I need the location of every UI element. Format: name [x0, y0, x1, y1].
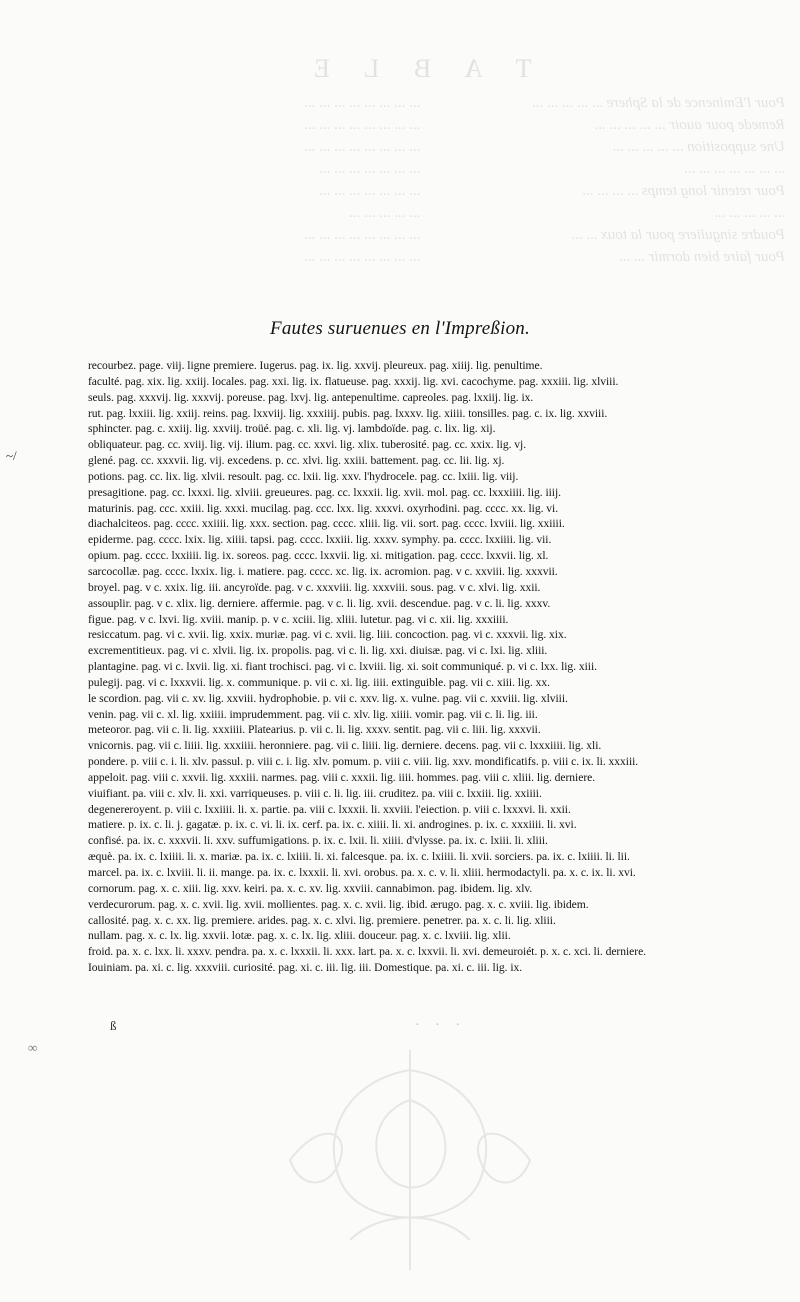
errata-line: meteoror. pag. vii c. li. lig. xxxiiii. Platearius. p. vii c. li. lig. xxxv. sentit. pag. vii c. liii. lig. xxxvii.	[88, 723, 541, 737]
errata-line: vnicornis. pag. vii c. liiii. lig. xxxiiii. heronniere. pag. vii c. liiii. lig. derniere. decens. pag. vii c. lxxxiiii. lig. xli.	[88, 739, 602, 753]
errata-line: æquè. pa. ix. c. lxiiii. li. x. mariæ. pa. ix. c. lxiiii. li. xi. falcesque. pa. ix. c. lxiiii. li. xvii. sorciers. pa. ix. c. lxiiii. li. lii.	[88, 850, 630, 864]
margin-mark: ∞	[28, 1040, 38, 1055]
errata-line: nullam. pag. x. c. lx. lig. xxvii. lotæ. pag. x. c. lx. lig. xliii. douceur. pag. x. c. lxviii. lig. xlii.	[88, 929, 511, 943]
bleed-through-heading: T A B L E	[300, 54, 532, 83]
errata-line: opium. pag. cccc. lxxiiii. lig. ix. soreos. pag. cccc. lxxvii. lig. xi. mitigation. pag. cccc. lxxvii. lig. xl.	[88, 549, 549, 563]
bleed-through-left: Pour l'Eminence de la Sphere ... ... ... ... ... Remede pour auoir ... ... ... ... ... Une supposition ... ... ... ... ... ... ... ... ... ... ... ... Pour retenir long temps ... ... ... ... ... ... ... ... ... Poudre singuliere pour la toux ... ... Pour faire bien dormir ... ...	[531, 95, 785, 265]
errata-line: assouplir. pag. v c. xlix. lig. derniere. affermie. pag. v c. li. lig. xvii. descendue. pag. v c. li. lig. xxxv.	[88, 596, 551, 610]
errata-line: pulegij. pag. vi c. lxxxvii. lig. x. communique. p. vii c. xi. lig. iiii. extinguible. pag. vii c. xiii. lig. xx.	[88, 675, 550, 689]
errata-line: resiccatum. pag. vi c. xvii. lig. xxix. muriæ. pag. vi c. xvii. lig. liii. concoction. pag. vi c. xxxvii. lig. xix.	[88, 628, 567, 642]
margin-mark: ~/	[6, 448, 17, 463]
bleed-through-signature: · · ·	[415, 1018, 466, 1033]
errata-line: excrementitieux. pag. vi c. xlvii. lig. ix. propolis. pag. vi c. li. lig. xxi. diuisæ. pag. vi c. lxi. lig. xliii.	[88, 644, 548, 658]
errata-line: rut. pag. lxxiii. lig. xxiij. reins. pag. lxxviij. lig. xxxiiij. pubis. pag. lxxxv. lig. xiiii. tonsilles. pag. c. ix. lig. xxviii.	[88, 406, 608, 420]
errata-line: appeloit. pag. viii c. xxvii. lig. xxxiii. narmes. pag. viii c. xxxii. lig. iiii. hommes. pag. viii c. xliii. lig. derniere.	[88, 770, 596, 784]
bleed-through-right: ... ... ... ... ... ... ... ... ... ... ... ... ... ... ... ... ... ... ... ... ... ... ... ... ... ... ... ... ... ... ... ... ... ... ... ... ... ... ... ... ... ... ... ... ... ... ... ... ... ... ... ... ... ... ... ... ... ... ...	[303, 95, 420, 265]
errata-line: obliquateur. pag. cc. xviij. lig. vij. ilium. pag. cc. xxvi. lig. xlix. tuberosité. pag. cc. xxix. lig. vj.	[88, 438, 527, 452]
errata-line: figue. pag. v c. lxvi. lig. xviii. manip. p. v c. xciii. lig. xliii. lutetur. pag. vi c. xii. lig. xxxiiii.	[88, 612, 509, 626]
errata-line: glené. pag. cc. xxxvii. lig. vij. excedens. p. cc. xlvi. lig. xxiii. battement. pag. cc. lii. lig. xj.	[88, 454, 505, 468]
errata-line: faculté. pag. xix. lig. xxiij. locales. pag. xxi. lig. ix. flatueuse. pag. xxxij. lig. xvi. cacochyme. pag. xxxiii. lig. xlviii.	[88, 374, 619, 388]
margin-mark: ß	[110, 1018, 117, 1033]
errata-line: confisé. pa. ix. c. xxxvii. li. xxv. suffumigations. p. ix. c. lxii. li. xiiii. d'vlysse. pa. ix. c. lxiii. li. xliii.	[88, 834, 548, 848]
errata-line: plantagine. pag. vi c. lxvii. lig. xi. fiant trochisci. pag. vi c. lxviii. lig. xi. soit communiqué. p. vi c. lxx. lig. xiii.	[88, 660, 597, 674]
errata-line: matiere. p. ix. c. li. j. gagatæ. p. ix. c. vi. li. ix. cerf. pa. ix. c. xiiii. li. xi. androgines. p. ix. c. xxxiiii. li. xvi.	[88, 818, 577, 832]
errata-line: sarcocollæ. pag. cccc. lxxix. lig. i. matiere. pag. cccc. xc. lig. ix. acromion. pag. v c. xxviii. lig. xxxvii.	[88, 564, 558, 578]
errata-line: le scordion. pag. vii c. xv. lig. xxviii. hydrophobie. p. vii c. xxv. lig. x. vulne. pag. vii c. xxviii. lig. xlviii.	[88, 691, 568, 705]
errata-line: marcel. pa. ix. c. lxviii. li. ii. mange. pa. ix. c. lxxxii. li. xvi. orobus. pa. x. c. v. li. xliii. hermodactyli. pa. x. c. ix. li. xvi.	[88, 866, 636, 879]
errata-line: epiderme. pag. cccc. lxix. lig. xiiii. tapsi. pag. cccc. lxxiii. lig. xxxv. symphy. pa. cccc. lxxiiii. lig. vii.	[88, 533, 552, 547]
errata-line: froid. pa. x. c. lxx. li. xxxv. pendra. pa. x. c. lxxxii. li. xxx. lart. pa. x. c. lxxvii. li. xvi. demeuroiét. p. x. c. xci. li. derniere.	[88, 945, 647, 959]
errata-line: callosité. pag. x. c. xx. lig. premiere. arides. pag. x. c. xlvi. lig. premiere. penetrer. pa. x. c. li. lig. xliii.	[88, 913, 556, 927]
errata-line: verdecurorum. pag. x. c. xvii. lig. xvii. mollientes. pag. x. c. xvii. lig. ibid. ærugo. pag. x. c. xviii. lig. ibidem.	[88, 897, 589, 911]
errata-line: seuls. pag. xxxvij. lig. xxxvij. poreuse. pag. lxvj. lig. antepenultime. capreoles. pag. lxxiij. lig. ix.	[88, 390, 534, 404]
errata-line: venin. pag. vii c. xl. lig. xxiiii. imprudemment. pag. vii c. xlv. lig. xiiii. vomir. pag. vii c. li. lig. iii.	[88, 707, 538, 721]
errata-line: presagitione. pag. cc. lxxxi. lig. xlviii. greueures. pag. cc. lxxxii. lig. xvii. mol. pag. cc. lxxxiiii. lig. iiij.	[88, 485, 561, 499]
errata-line: broyel. pag. v c. xxix. lig. iii. ancyroïde. pag. v c. xxxviii. lig. xxxviii. sous. pag. v c. xlvi. lig. xxii.	[88, 580, 541, 594]
errata-list	[88, 358, 793, 976]
errata-line: recourbez. page. viij. ligne premiere. Iugerus. pag. ix. lig. xxvij. pleureux. pag. xiiij. lig. penultime.	[88, 359, 543, 372]
errata-line: sphincter. pag. c. xxiij. lig. xxviij. troüé. pag. c. xli. lig. vj. lambdoïde. pag. c. lix. lig. xij.	[88, 422, 496, 436]
errata-line: degenereroyent. p. viii c. lxxiiii. li. x. partie. pa. viii c. lxxxii. li. xxviii. l'eiection. p. viii c. lxxxvi. li. xxii.	[88, 802, 571, 816]
errata-line: diachalciteos. pag. cccc. xxiiii. lig. xxx. section. pag. cccc. xliii. lig. vii. sort. pag. cccc. lxviii. lig. xxiiii.	[88, 517, 565, 531]
errata-line: pondere. p. viii c. i. li. xlv. passul. p. viii c. i. lig. xlv. pomum. p. viii c. viii. lig. xxv. mondificatifs. p. viii c. ix. li. xxxiii.	[88, 755, 639, 769]
errata-line: potions. pag. cc. lix. lig. xlvii. resoult. pag. cc. lxii. lig. xxv. l'hydrocele. pag. cc. lxiii. lig. viij.	[88, 469, 519, 483]
errata-line: Iouiniam. pa. xi. c. lig. xxxviii. curiosité. pag. xi. c. iii. lig. iii. Domestique. pa. xi. c. iii. lig. ix.	[88, 961, 523, 975]
errata-line: viuifiant. pa. viii c. xlv. li. xxi. varriqueuses. p. viii c. li. lig. iii. cruditez. pa. viii c. lxxiii. lig. xxiiii.	[88, 786, 542, 800]
errata-heading: Fautes suruenues en l'Impreßion.	[270, 318, 530, 339]
bleed-through-ornament	[230, 1040, 590, 1280]
errata-line: maturinis. pag. ccc. xxiii. lig. xxxi. mucilag. pag. ccc. lxx. lig. xxxvi. oxyrhodini. pag. cccc. xx. lig. vi.	[88, 501, 559, 515]
errata-line: cornorum. pag. x. c. xiii. lig. xxv. keiri. pa. x. c. xv. lig. xxviii. cannabimon. pag. ibidem. lig. xlv.	[88, 881, 533, 895]
